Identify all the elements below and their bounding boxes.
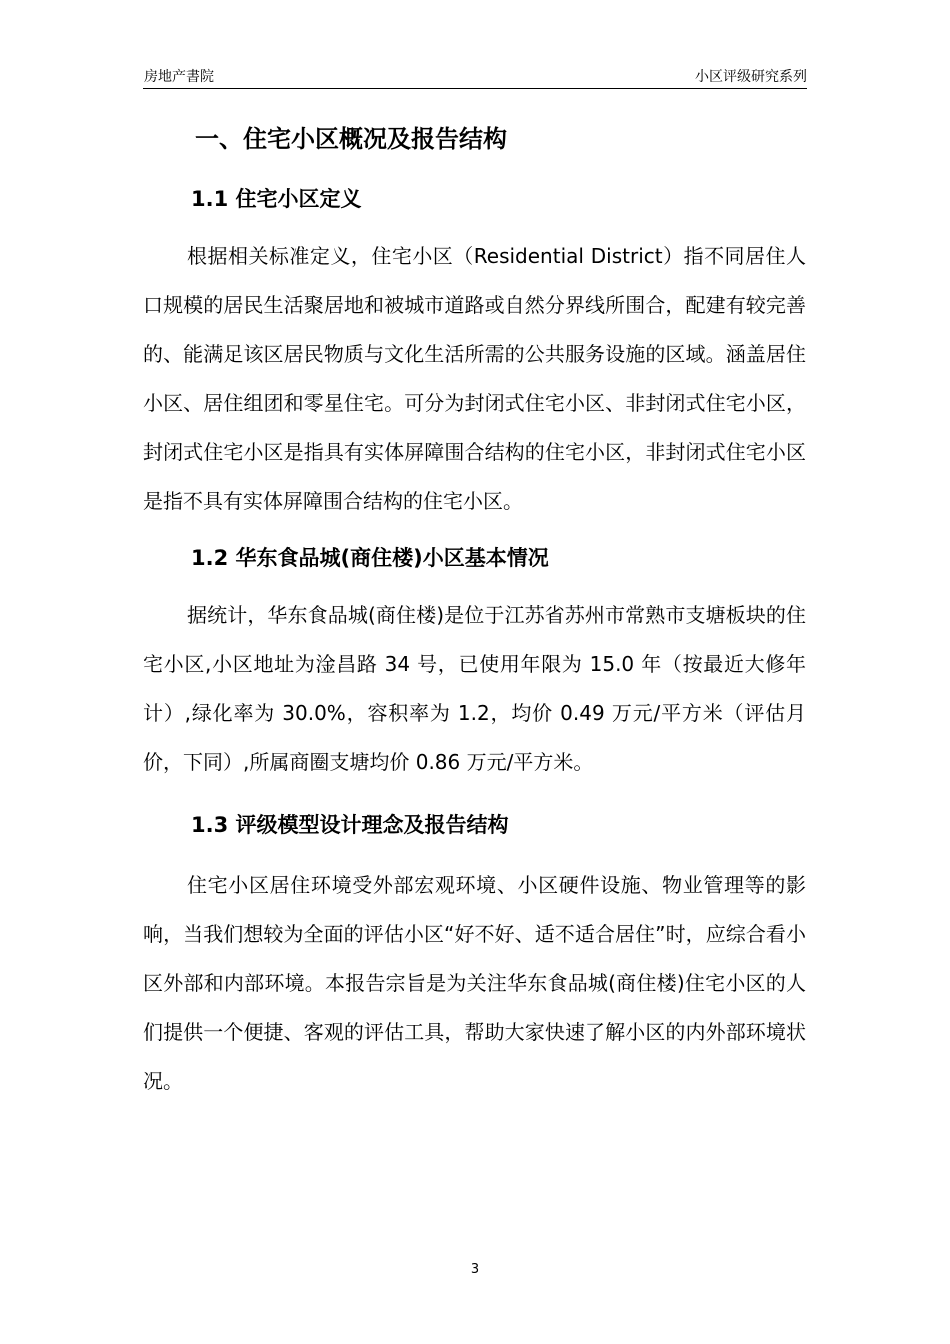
paragraph-basic-info: 据统计，华东食品城(商住楼)是位于江苏省苏州市常熟市支塘板块的住宅小区,小区地址为淦昌路 34 号，已使用年限为 15.0 年（按最近大修年计）,绿化率为 30.0%，容积率为 1.2，均价 0.49 万元/平方米（评估月价，下同）,所属商圈支塘均价 0.86 万元/平方米。 <box>143 603 806 774</box>
subsection-heading-1-1: 1.1 住宅小区定义 <box>191 187 362 211</box>
page-number: 3 <box>470 1262 480 1277</box>
header-right-text: 小区评级研究系列 <box>695 69 807 85</box>
subsection-heading-1-2: 1.2 华东食品城(商住楼)小区基本情况 <box>191 546 549 570</box>
section-title: 一、住宅小区概况及报告结构 <box>195 125 507 153</box>
paragraph-definition: 根据相关标准定义，住宅小区（Residential District）指不同居住人口规模的居民生活聚居地和被城市道路或自然分界线所围合，配建有较完善的、能满足该区居民物质与文化生活所需的公共服务设施的区域。涵盖居住小区、居住组团和零星住宅。可分为封闭式住宅小区、非封闭式住宅小区，封闭式住宅小区是指具有实体屏障围合结构的住宅小区，非封闭式住宅小区是指不具有实体屏障围合结构的住宅小区。 <box>143 244 806 513</box>
subsection-heading-1-3: 1.3 评级模型设计理念及报告结构 <box>191 813 509 837</box>
header-left-text: 房地产書院 <box>144 69 214 85</box>
page-content <box>143 110 806 1106</box>
page-header <box>143 62 807 89</box>
paragraph-model-design: 住宅小区居住环境受外部宏观环境、小区硬件设施、物业管理等的影响，当我们想较为全面的评估小区“好不好、适不适合居住”时，应综合看小区外部和内部环境。本报告宗旨是为关注华东食品城(商住楼)住宅小区的人们提供一个便捷、客观的评估工具，帮助大家快速了解小区的内外部环境状况。 <box>143 873 806 1093</box>
